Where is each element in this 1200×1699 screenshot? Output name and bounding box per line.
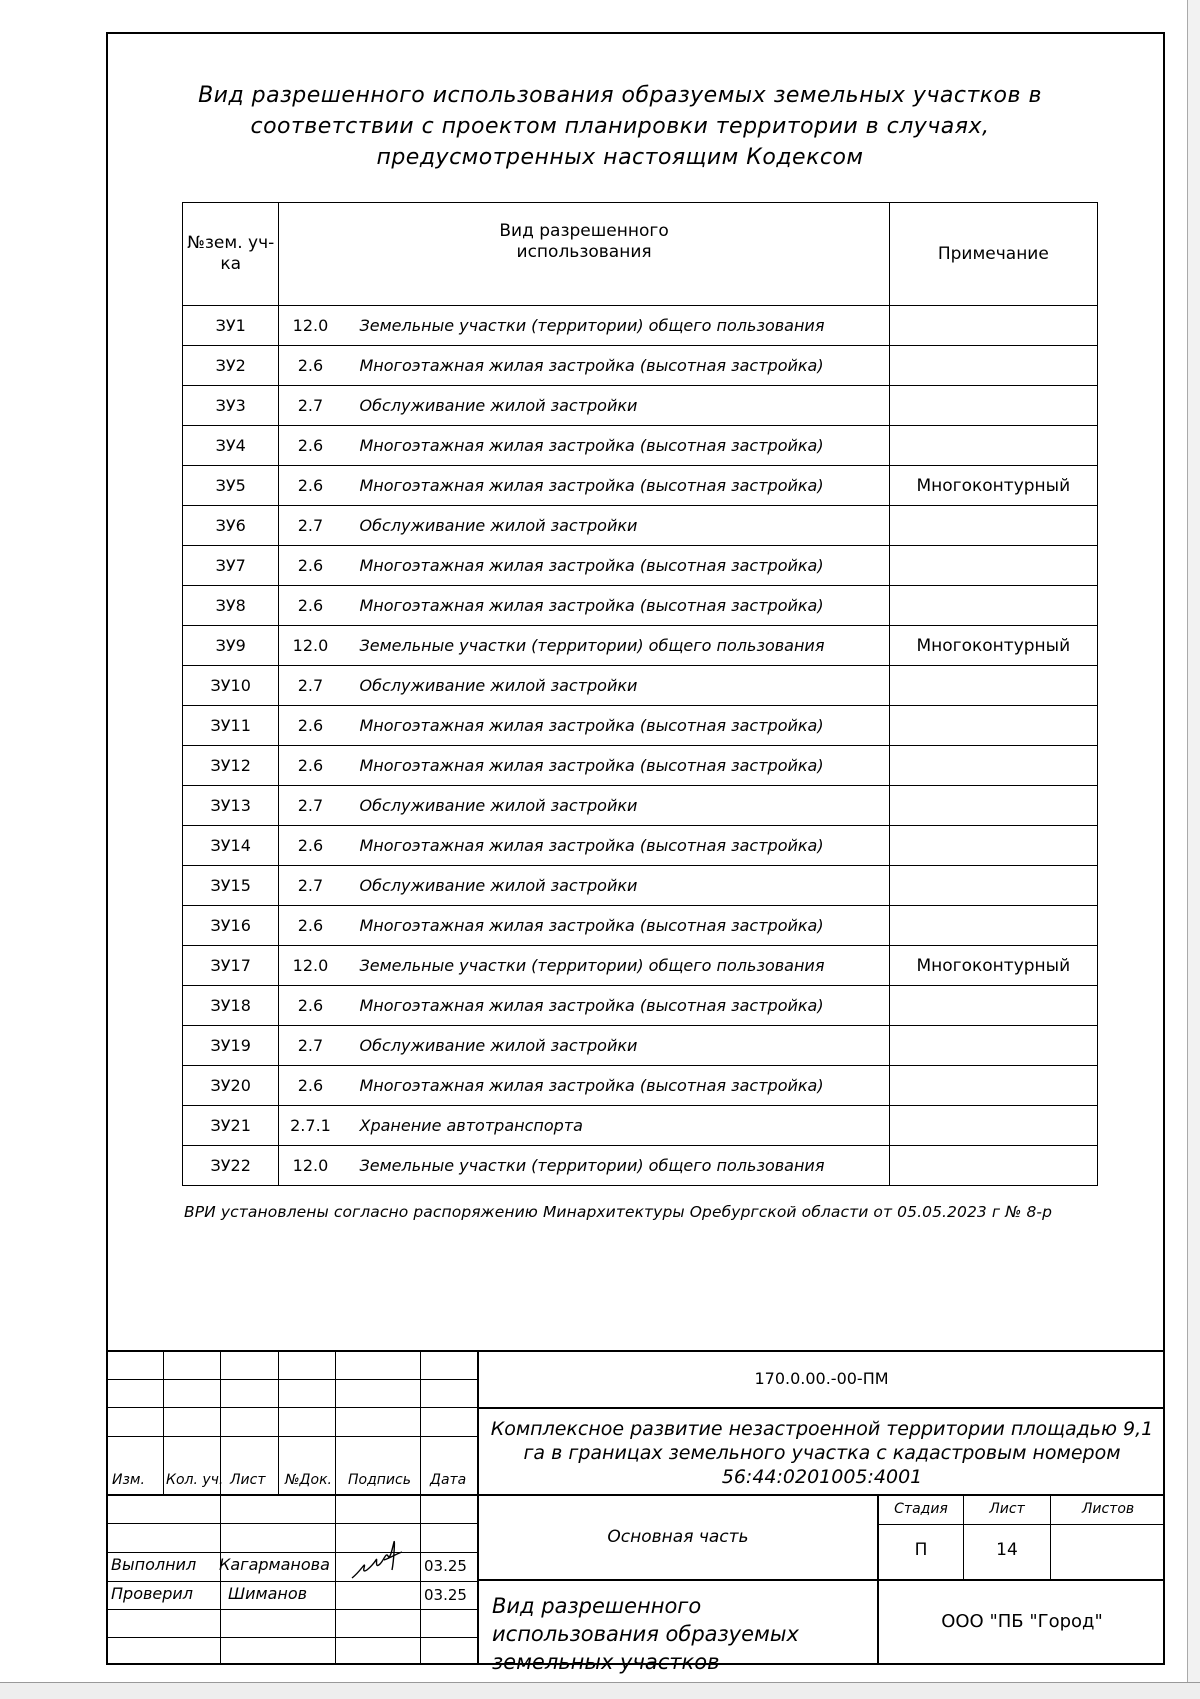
stamp-rule [478, 1407, 1165, 1409]
use-code: 2.7 [297, 676, 324, 695]
plot-number: ЗУ8 [183, 586, 279, 626]
use-description: Земельные участки (территории) общего пользования [359, 316, 825, 335]
stamp-rule [106, 1581, 478, 1582]
use-description: Многоэтажная жилая застройка (высотная застройка) [359, 996, 824, 1015]
use-description: Обслуживание жилой застройки [359, 516, 638, 535]
use-code: 12.0 [292, 1156, 329, 1175]
use-description: Обслуживание жилой застройки [359, 396, 638, 415]
header-permitted-use [279, 203, 889, 306]
plot-number: ЗУ19 [183, 1026, 279, 1066]
table-row [183, 386, 1098, 426]
use-description: Многоэтажная жилая застройка (высотная застройка) [359, 476, 824, 495]
permitted-use-cell [279, 626, 889, 666]
permitted-use-cell [279, 706, 889, 746]
stamp-rule [106, 1436, 478, 1437]
note-cell [889, 826, 1097, 866]
stamp-col-rule [163, 1350, 164, 1495]
signature-image [348, 1530, 408, 1586]
use-description: Многоэтажная жилая застройка (высотная застройка) [359, 916, 824, 935]
stamp-name-checked: Шиманов [228, 1584, 308, 1603]
stamp-col-rule [220, 1350, 221, 1665]
note-cell [889, 1066, 1097, 1106]
stamp-rule [106, 1637, 478, 1638]
use-description: Обслуживание жилой застройки [359, 876, 638, 895]
stamp-role-checked: Проверил [111, 1584, 194, 1603]
stamp-label-list2: Лист [989, 1501, 1025, 1517]
permitted-use-cell [279, 906, 889, 946]
use-description: Многоэтажная жилая застройка (высотная застройка) [359, 836, 824, 855]
use-code: 2.6 [297, 996, 324, 1015]
stamp-date-made: 03.25 [424, 1557, 467, 1575]
table-row [183, 946, 1098, 986]
use-code: 2.7 [297, 396, 324, 415]
note-cell: Многоконтурный [889, 466, 1097, 506]
use-description: Обслуживание жилой застройки [359, 1036, 638, 1055]
stamp-col-rule [335, 1350, 336, 1665]
permitted-use-cell [279, 986, 889, 1026]
plot-number: ЗУ10 [183, 666, 279, 706]
use-code: 2.6 [297, 356, 324, 375]
table-body [183, 306, 1098, 1186]
permitted-use-cell [279, 1146, 889, 1186]
table-row [183, 546, 1098, 586]
stamp-label-stadia: Стадия [894, 1501, 948, 1517]
footnote: ВРИ установлены согласно распоряжению Минархитектуры Оребургской области от 05.05.2023 г № 8-р [184, 1203, 1053, 1221]
permitted-use-cell [279, 1026, 889, 1066]
plot-number: ЗУ2 [183, 346, 279, 386]
note-cell: Многоконтурный [889, 626, 1097, 666]
use-code: 2.7 [297, 516, 324, 535]
document-title: Вид разрешенного использования образуемых земельных участков в соответствии с проектом планировки территории в случаях, предусмотренных настоящим Кодексом [198, 83, 1042, 170]
stamp-col-rule [278, 1350, 279, 1495]
stamp-label-listov: Листов [1081, 1501, 1135, 1517]
plot-number: ЗУ17 [183, 946, 279, 986]
plot-number: ЗУ9 [183, 626, 279, 666]
plot-number: ЗУ7 [183, 546, 279, 586]
table-row [183, 1106, 1098, 1146]
use-description: Земельные участки (территории) общего пользования [359, 956, 825, 975]
use-description: Многоэтажная жилая застройка (высотная застройка) [359, 356, 824, 375]
use-code: 2.6 [297, 1076, 324, 1095]
stamp-role-made: Выполнил [111, 1555, 197, 1574]
permitted-use-cell [279, 586, 889, 626]
stamp-stage-value: П [914, 1540, 928, 1560]
use-description: Хранение автотранспорта [359, 1116, 583, 1135]
stamp-rule [106, 1407, 478, 1408]
table-row [183, 746, 1098, 786]
stamp-rule [106, 1552, 478, 1553]
use-code: 12.0 [292, 636, 329, 655]
table-row [183, 1146, 1098, 1186]
note-cell [889, 386, 1097, 426]
plot-number: ЗУ5 [183, 466, 279, 506]
table-row [183, 506, 1098, 546]
table-row [183, 786, 1098, 826]
permitted-use-cell [279, 466, 889, 506]
permitted-use-cell [279, 506, 889, 546]
plot-number: ЗУ11 [183, 706, 279, 746]
stamp-date-checked: 03.25 [424, 1586, 467, 1604]
table-row [183, 426, 1098, 466]
note-cell [889, 986, 1097, 1026]
permitted-use-cell [279, 826, 889, 866]
use-code: 12.0 [292, 956, 329, 975]
stamp-rule [478, 1579, 1165, 1581]
header-permitted-use-label: Вид разрешенного использования [499, 221, 669, 262]
use-code: 2.6 [297, 596, 324, 615]
permitted-use-cell [279, 866, 889, 906]
use-code: 2.7 [297, 876, 324, 895]
use-description: Многоэтажная жилая застройка (высотная застройка) [359, 716, 824, 735]
stamp-label-list: Лист [230, 1472, 266, 1488]
note-cell [889, 426, 1097, 466]
permitted-use-cell [279, 346, 889, 386]
note-cell [889, 746, 1097, 786]
use-code: 2.7.1 [290, 1116, 331, 1135]
permitted-use-cell [279, 426, 889, 466]
plot-number: ЗУ6 [183, 506, 279, 546]
use-code: 2.6 [297, 436, 324, 455]
plot-number: ЗУ15 [183, 866, 279, 906]
stamp-label-data: Дата [430, 1472, 467, 1488]
use-code: 2.6 [297, 476, 324, 495]
use-code: 2.6 [297, 916, 324, 935]
note-cell [889, 1026, 1097, 1066]
table-row [183, 666, 1098, 706]
stamp-rule [106, 1523, 478, 1524]
use-code: 2.7 [297, 1036, 324, 1055]
use-description: Обслуживание жилой застройки [359, 676, 638, 695]
permitted-use-cell [279, 786, 889, 826]
note-cell [889, 786, 1097, 826]
table-row [183, 586, 1098, 626]
plot-number: ЗУ18 [183, 986, 279, 1026]
stamp-rule [878, 1524, 1165, 1525]
permitted-use-cell [279, 666, 889, 706]
stamp-label-izm: Изм. [112, 1472, 145, 1488]
plot-number: ЗУ20 [183, 1066, 279, 1106]
stamp-sheet-title: Вид разрешенного использования образуемых земельных участков [492, 1594, 799, 1674]
table-row [183, 346, 1098, 386]
stamp-label-ndok: №Док. [285, 1472, 332, 1488]
plot-number: ЗУ16 [183, 906, 279, 946]
note-cell: Многоконтурный [889, 946, 1097, 986]
note-cell [889, 586, 1097, 626]
table-row [183, 706, 1098, 746]
stamp-label-kol: Кол. уч. [166, 1472, 224, 1488]
use-description: Многоэтажная жилая застройка (высотная застройка) [359, 756, 824, 775]
use-code: 2.6 [297, 836, 324, 855]
window-right-edge [1187, 0, 1200, 1682]
use-description: Многоэтажная жилая застройка (высотная застройка) [359, 436, 824, 455]
stamp-name-made: Кагарманова [219, 1555, 330, 1574]
table-row [183, 1066, 1098, 1106]
note-cell [889, 1146, 1097, 1186]
permitted-use-cell [279, 386, 889, 426]
stamp-col-rule [420, 1350, 421, 1665]
land-use-table [182, 202, 1098, 1186]
plot-number: ЗУ4 [183, 426, 279, 466]
permitted-use-cell [279, 946, 889, 986]
note-cell [889, 906, 1097, 946]
use-description: Земельные участки (территории) общего пользования [359, 1156, 825, 1175]
table-row [183, 986, 1098, 1026]
note-cell [889, 666, 1097, 706]
use-code: 2.6 [297, 756, 324, 775]
table-row [183, 306, 1098, 346]
permitted-use-cell [279, 1066, 889, 1106]
stamp-document-code: 170.0.00.-00-ПМ [754, 1369, 889, 1388]
use-description: Земельные участки (территории) общего пользования [359, 636, 825, 655]
stamp-part-name: Основная часть [607, 1527, 749, 1547]
stamp-rule [106, 1609, 478, 1610]
use-code: 12.0 [292, 316, 329, 335]
note-cell [889, 866, 1097, 906]
use-code: 2.7 [297, 796, 324, 815]
stamp-sheet-value: 14 [996, 1540, 1018, 1560]
use-description: Многоэтажная жилая застройка (высотная застройка) [359, 556, 824, 575]
note-cell [889, 506, 1097, 546]
permitted-use-cell [279, 1106, 889, 1146]
plot-number: ЗУ22 [183, 1146, 279, 1186]
permitted-use-cell [279, 546, 889, 586]
header-note: Примечание [889, 203, 1097, 306]
table-row [183, 626, 1098, 666]
note-cell [889, 546, 1097, 586]
use-description: Обслуживание жилой застройки [359, 796, 638, 815]
plot-number: ЗУ12 [183, 746, 279, 786]
plot-number: ЗУ13 [183, 786, 279, 826]
stamp-col-rule [477, 1350, 479, 1665]
table-row [183, 1026, 1098, 1066]
note-cell [889, 1106, 1097, 1146]
table-row [183, 906, 1098, 946]
use-code: 2.6 [297, 556, 324, 575]
stamp-label-podpis: Подпись [348, 1472, 411, 1488]
stamp-organization: ООО "ПБ "Город" [941, 1611, 1103, 1632]
plot-number: ЗУ14 [183, 826, 279, 866]
stamp-rule [106, 1494, 1165, 1496]
stamp-top-border [106, 1350, 1165, 1352]
table-row [183, 866, 1098, 906]
use-code: 2.6 [297, 716, 324, 735]
stamp-rule [106, 1379, 478, 1380]
permitted-use-cell [279, 306, 889, 346]
plot-number: ЗУ21 [183, 1106, 279, 1146]
table-row [183, 826, 1098, 866]
plot-number: ЗУ1 [183, 306, 279, 346]
table-row [183, 466, 1098, 506]
permitted-use-cell [279, 746, 889, 786]
note-cell [889, 346, 1097, 386]
use-description: Многоэтажная жилая застройка (высотная застройка) [359, 596, 824, 615]
note-cell [889, 706, 1097, 746]
use-description: Многоэтажная жилая застройка (высотная застройка) [359, 1076, 824, 1095]
note-cell [889, 306, 1097, 346]
stamp-project-name: Комплексное развитие незастроенной территории площадью 9,1 га в границах земельного участка с кадастровым номером 56:44:0201005:4001 [490, 1418, 1154, 1488]
window-bottom-edge [0, 1682, 1200, 1699]
header-plot-number: №зем. уч-ка [183, 203, 279, 306]
stamp-col-rule [877, 1494, 879, 1665]
plot-number: ЗУ3 [183, 386, 279, 426]
